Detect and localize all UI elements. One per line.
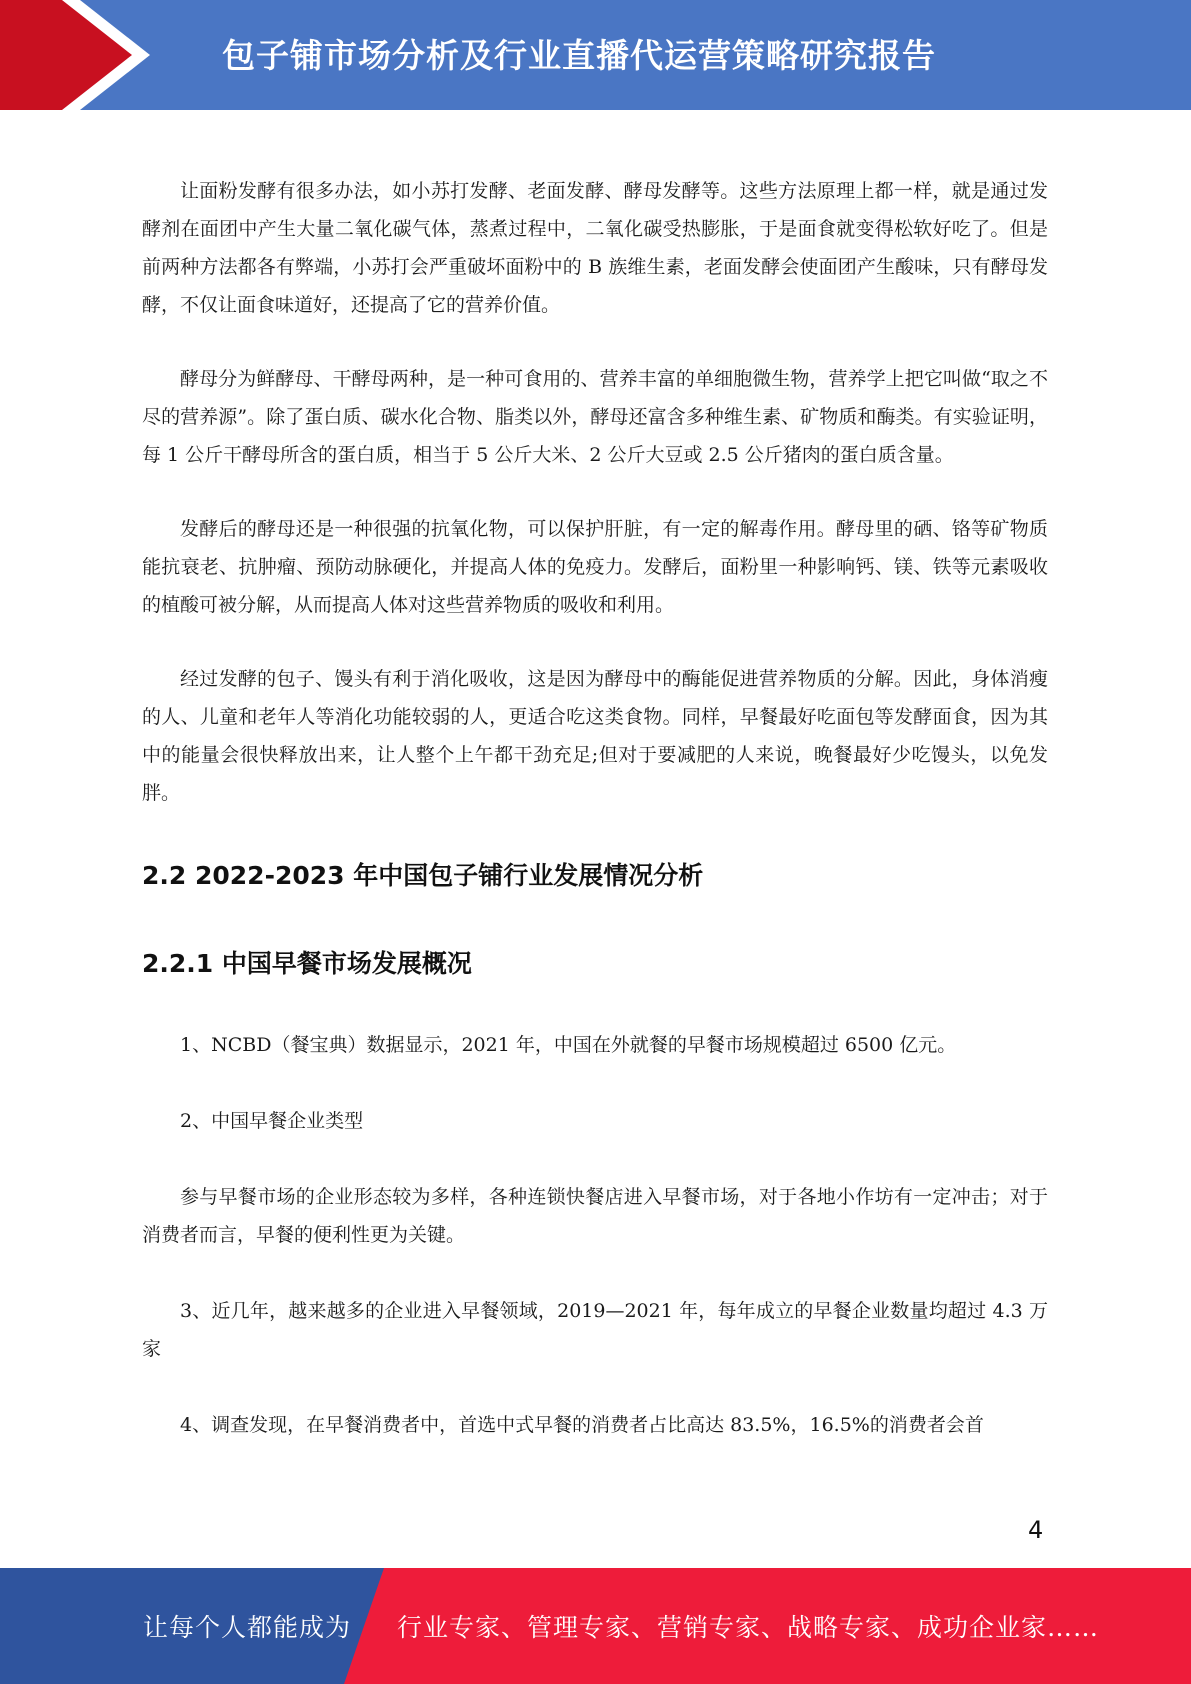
page-number: 4 xyxy=(1028,1516,1044,1544)
body-paragraph: 经过发酵的包子、馒头有利于消化吸收，这是因为酵母中的酶能促进营养物质的分解。因此，身体消瘦的人、儿童和老年人等消化功能较弱的人，更适合吃这类食物。同样，早餐最好吃面包等发酵面食，因为其中的能量会很快释放出来，让人整个上午都干劲充足;但对于要减肥的人来说，晚餐最好少吃馒头，以免发胖。 xyxy=(142,668,1048,804)
section-heading: 2.2 2022-2023 年中国包子铺行业发展情况分析 xyxy=(142,861,704,890)
list-item: 1、NCBD（餐宝典）数据显示，2021 年，中国在外就餐的早餐市场规模超过 6500 亿元。 xyxy=(180,1034,957,1056)
page-body xyxy=(142,172,1048,1482)
body-paragraph: 酵母分为鲜酵母、干酵母两种，是一种可食用的、营养丰富的单细胞微生物，营养学上把它叫做“取之不尽的营养源”。除了蛋白质、碳水化合物、脂类以外，酵母还富含多种维生素、矿物质和酶类。有实验证明，每 1 公斤干酵母所含的蛋白质，相当于 5 公斤大米、2 公斤大豆或 2.5 公斤猪肉的蛋白质含量。 xyxy=(142,368,1048,466)
body-paragraph: 发酵后的酵母还是一种很强的抗氧化物，可以保护肝脏，有一定的解毒作用。酵母里的硒、铬等矿物质能抗衰老、抗肿瘤、预防动脉硬化，并提高人体的免疫力。发酵后，面粉里一种影响钙、镁、铁等元素吸收的植酸可被分解，从而提高人体对这些营养物质的吸收和利用。 xyxy=(142,518,1048,616)
footer-slogan-right: 行业专家、管理专家、营销专家、战略专家、成功企业家…… xyxy=(397,1613,1100,1642)
page-footer xyxy=(0,1568,1191,1684)
header-arrow-decoration xyxy=(0,0,160,110)
list-item: 2、中国早餐企业类型 xyxy=(180,1110,364,1132)
list-item: 4、调查发现，在早餐消费者中，首选中式早餐的消费者占比高达 83.5%，16.5%的消费者会首 xyxy=(180,1414,984,1436)
footer-slogan-left: 让每个人都能成为 xyxy=(143,1613,352,1642)
list-item: 3、近几年，越来越多的企业进入早餐领域，2019—2021 年，每年成立的早餐企业数量均超过 4.3 万家 xyxy=(142,1300,1048,1360)
body-paragraph: 让面粉发酵有很多办法，如小苏打发酵、老面发酵、酵母发酵等。这些方法原理上都一样，就是通过发酵剂在面团中产生大量二氧化碳气体，蒸煮过程中，二氧化碳受热膨胀，于是面食就变得松软好吃了。但是前两种方法都各有弊端，小苏打会严重破坏面粉中的 B 族维生素，老面发酵会使面团产生酸味，只有酵母发酵，不仅让面食味道好，还提高了它的营养价值。 xyxy=(142,180,1048,316)
list-item: 参与早餐市场的企业形态较为多样，各种连锁快餐店进入早餐市场，对于各地小作坊有一定冲击；对于消费者而言，早餐的便利性更为关键。 xyxy=(142,1186,1048,1246)
subsection-heading: 2.2.1 中国早餐市场发展概况 xyxy=(142,949,472,978)
page-header xyxy=(0,0,1191,110)
report-title: 包子铺市场分析及行业直播代运营策略研究报告 xyxy=(222,36,936,75)
